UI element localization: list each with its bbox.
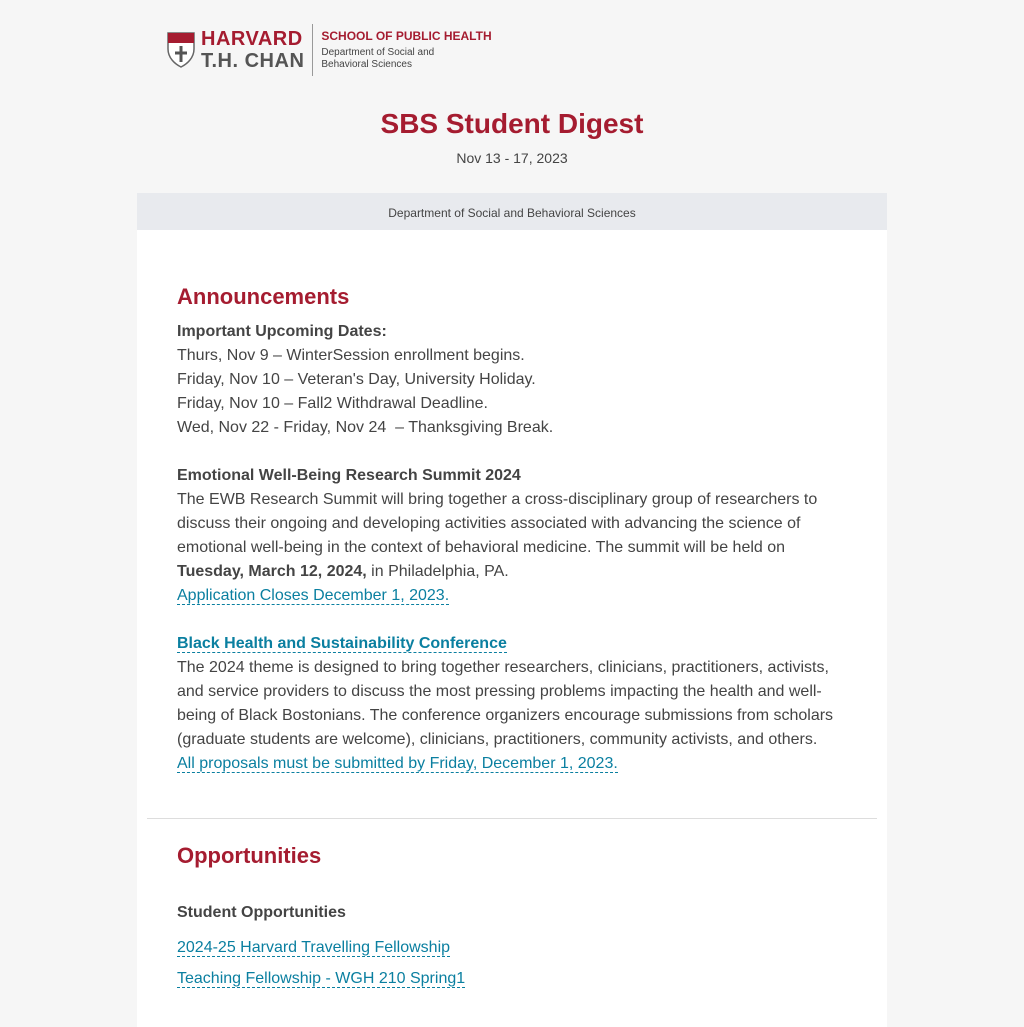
section-divider — [147, 818, 877, 819]
ewb-text: The EWB Research Summit will bring together a cross-disciplinary group of researchers to discuss their ongoing and developing activities associated with advancing the science of emotional well-being in the context of behavioral medicine. The summit will be held on — [177, 491, 818, 556]
ewb-description — [177, 488, 847, 584]
opportunities-heading: Opportunities — [177, 843, 322, 868]
ewb-application-link[interactable]: Application Closes December 1, 2023. — [177, 587, 450, 604]
content-card — [137, 230, 887, 1027]
date-item: Friday, Nov 10 – Veteran's Day, University Holiday. — [177, 371, 536, 388]
teaching-fellowship-link[interactable]: Teaching Fellowship - WGH 210 Spring1 — [177, 970, 466, 987]
bhs-proposals-link[interactable]: All proposals must be submitted by Friday, December 1, 2023. — [177, 755, 618, 772]
dates-title: Important Upcoming Dates: — [177, 323, 387, 340]
bhs-description: The 2024 theme is designed to bring together researchers, clinicians, practitioners, activists, and service providers to discuss the most pressing problems impacting the health and well-being of Black Bostonians. The conference organizers encourage submissions from scholars (graduate students are welcome), clinicians, practitioners, community activists, and others. — [177, 659, 834, 748]
date-item: Wed, Nov 22 - Friday, Nov 24 – Thanksgiving Break. — [177, 419, 554, 436]
date-item: Thurs, Nov 9 – WinterSession enrollment begins. — [177, 347, 525, 364]
bhs-conference-link[interactable]: Black Health and Sustainability Conference — [177, 635, 507, 652]
ewb-date: Tuesday, March 12, 2024, — [177, 563, 367, 580]
logo-school: SCHOOL OF PUBLIC HEALTH — [321, 29, 492, 43]
logo-dept-1: Department of Social and — [321, 47, 435, 58]
logo-dept-2: Behavioral Sciences — [321, 59, 412, 70]
harvard-shield-icon — [167, 32, 195, 68]
announcements-heading: Announcements — [177, 284, 350, 309]
harvard-chan-logo — [137, 0, 887, 100]
page-title: SBS Student Digest — [380, 108, 644, 139]
department-bar: Department of Social and Behavioral Sciences — [137, 193, 887, 230]
ewb-place: in Philadelphia, PA. — [366, 563, 509, 580]
ewb-title: Emotional Well-Being Research Summit 2024 — [177, 467, 521, 484]
logo-chan: T.H. CHAN — [201, 50, 305, 72]
logo-divider — [312, 24, 313, 76]
date-item: Friday, Nov 10 – Fall2 Withdrawal Deadline. — [177, 395, 488, 412]
travelling-fellowship-link[interactable]: 2024-25 Harvard Travelling Fellowship — [177, 939, 451, 956]
digest-date: Nov 13 - 17, 2023 — [456, 150, 568, 166]
student-opportunities-title: Student Opportunities — [177, 904, 346, 921]
logo-harvard: HARVARD — [201, 28, 303, 50]
